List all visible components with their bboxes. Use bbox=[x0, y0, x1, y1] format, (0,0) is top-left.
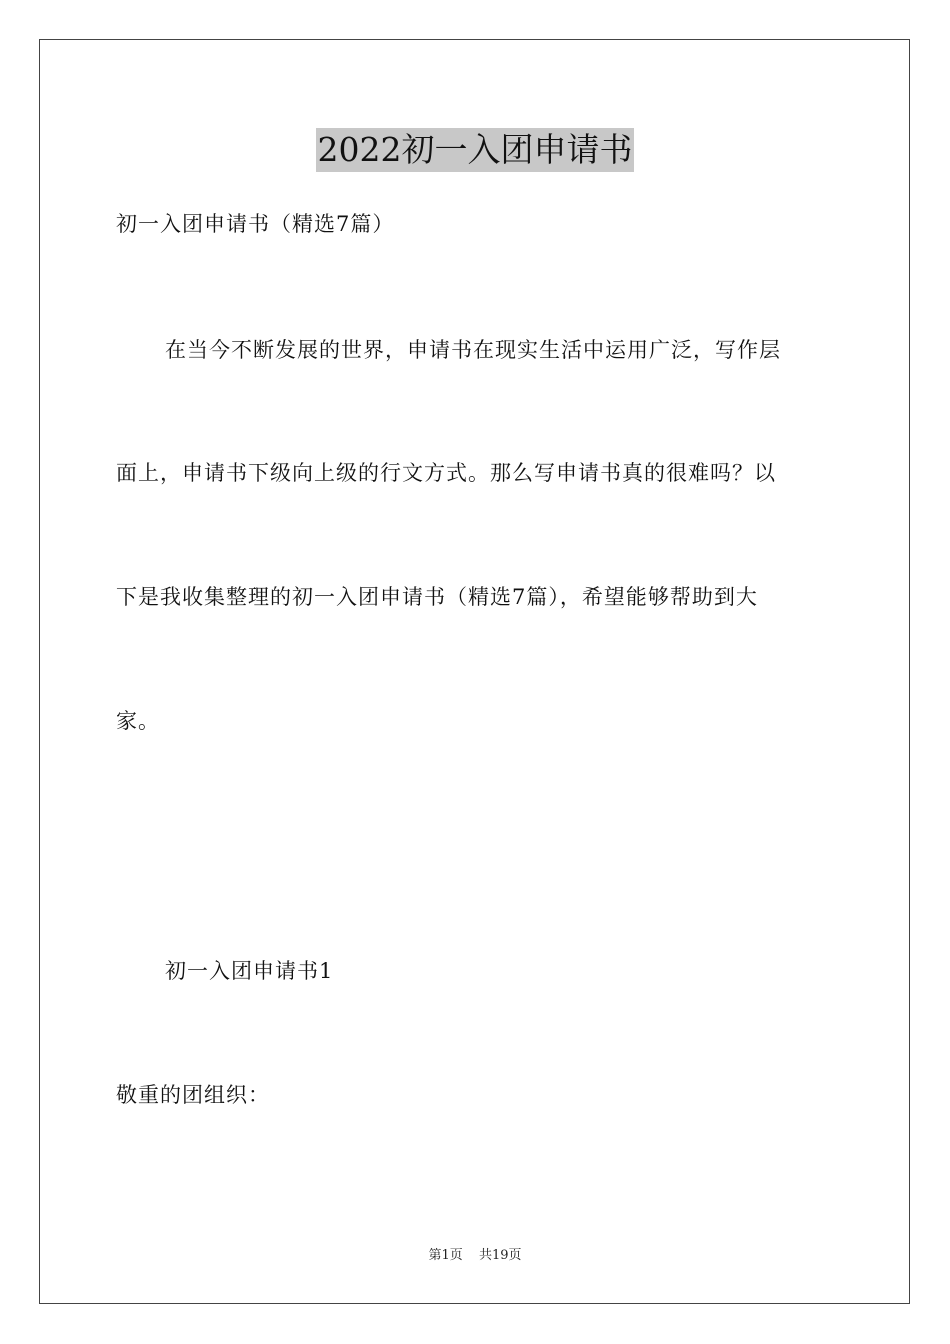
salutation: 敬重的团组织： bbox=[116, 1083, 270, 1107]
intro-line-4: 家。 bbox=[116, 709, 160, 733]
intro-line-2: 面上，申请书下级向上级的行文方式。那么写申请书真的很难吗？以 bbox=[116, 461, 776, 485]
intro-line-1: 在当今不断发展的世界，申请书在现实生活中运用广泛，写作层 bbox=[165, 338, 781, 362]
document-title: 2022初一入团申请书 bbox=[316, 128, 635, 172]
section-heading: 初一入团申请书1 bbox=[165, 959, 334, 983]
title-container bbox=[0, 128, 950, 172]
page-footer bbox=[0, 1246, 950, 1266]
document-subtitle: 初一入团申请书（精选7篇） bbox=[116, 212, 395, 236]
intro-line-3: 下是我收集整理的初一入团申请书（精选7篇），希望能够帮助到大 bbox=[116, 585, 758, 609]
page-number-current: 第1页 bbox=[428, 1248, 463, 1263]
page-number-total: 共19页 bbox=[478, 1248, 522, 1263]
